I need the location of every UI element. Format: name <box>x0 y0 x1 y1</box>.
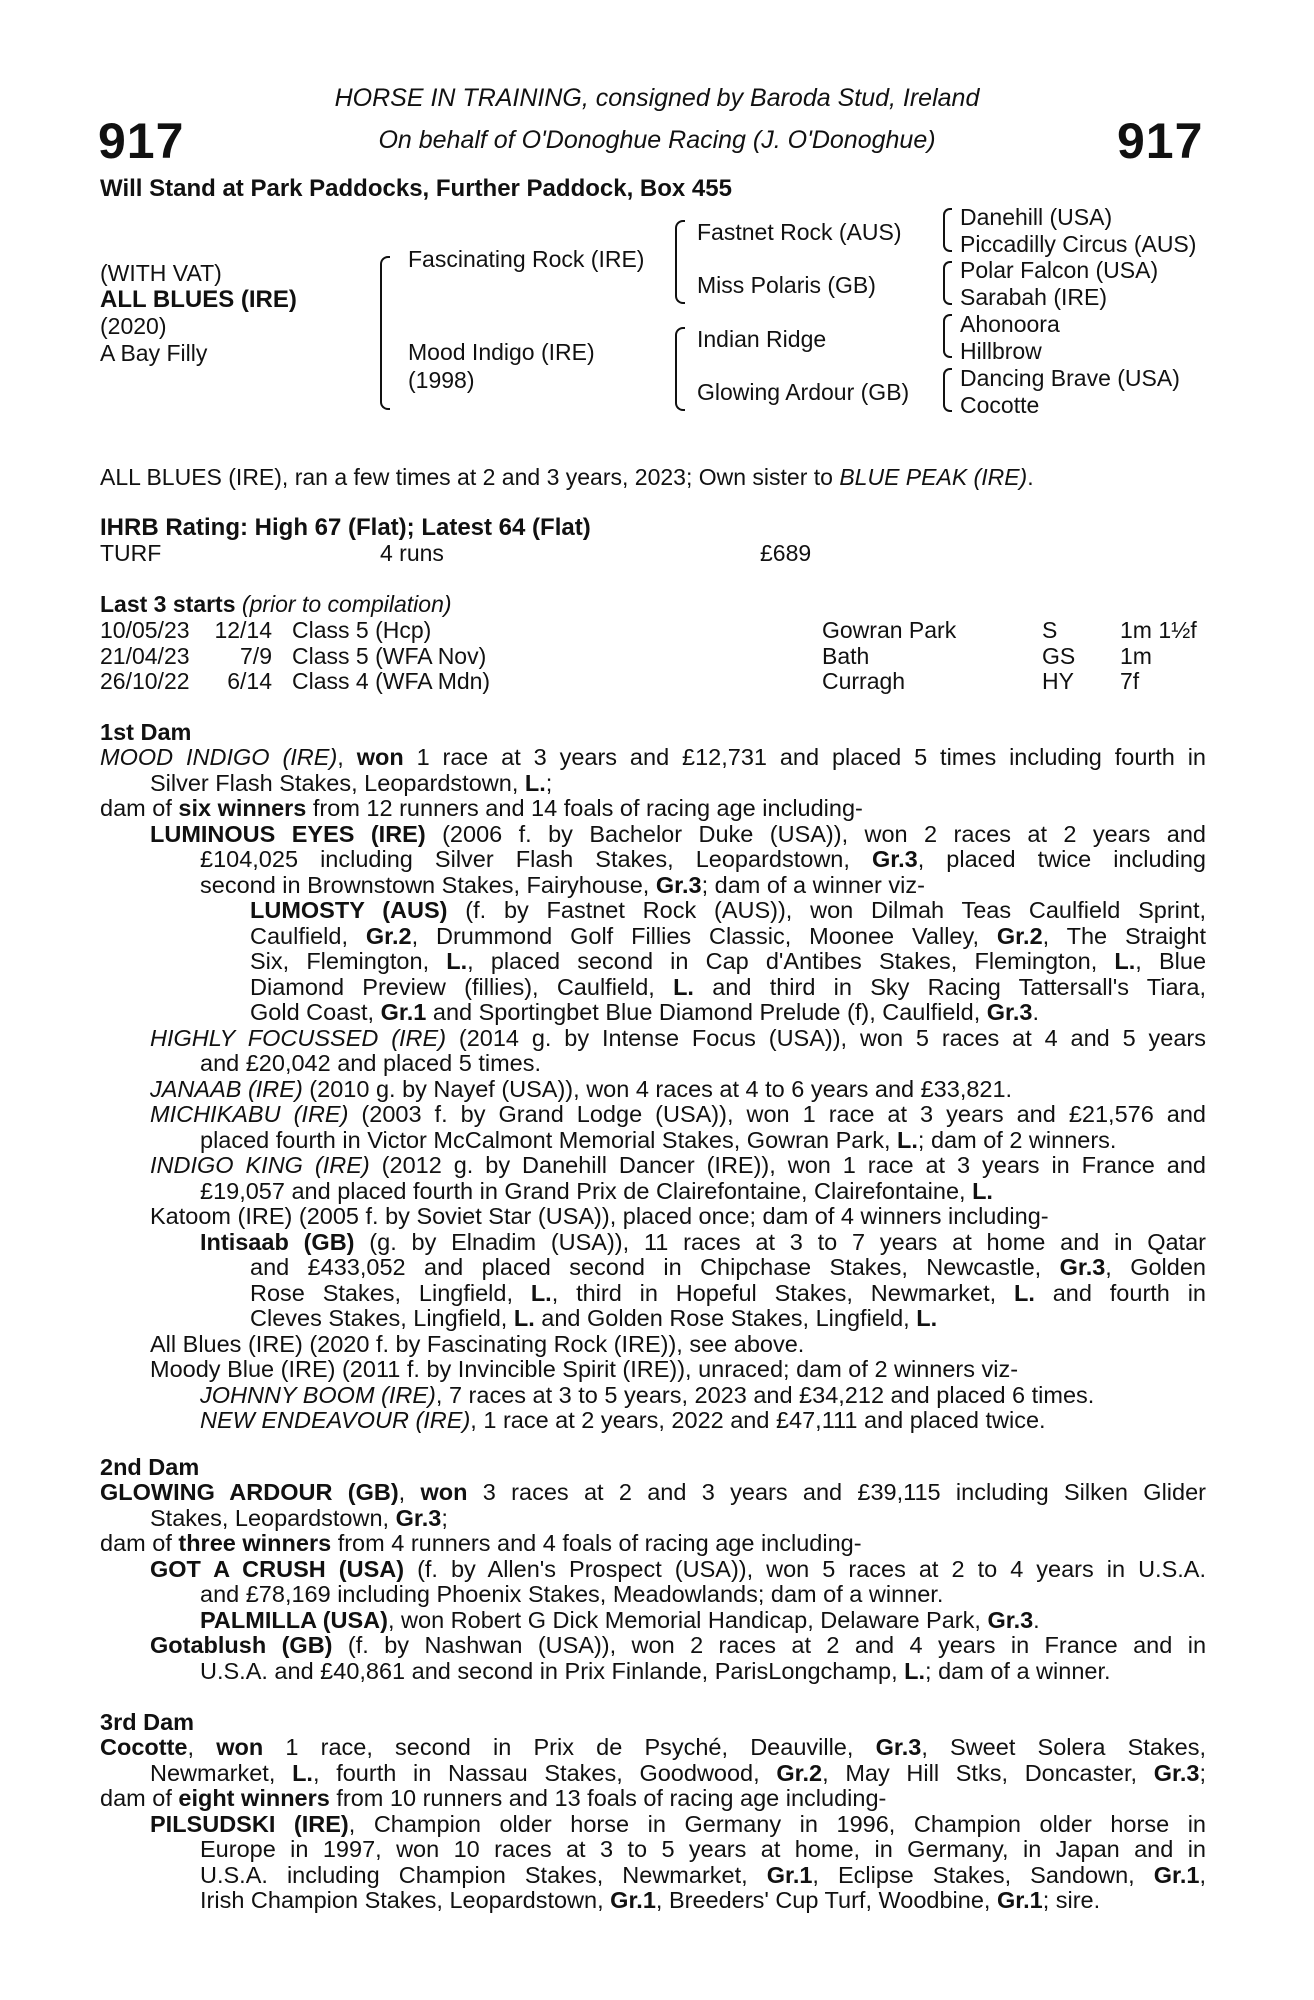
first-dam-line: Silver Flash Stakes, Leopardstown, L.; <box>150 769 553 796</box>
first-dam-line: INDIGO KING (IRE) (2012 g. by Danehill Dancer (IRE)), won 1 race at 3 years in France and <box>150 1152 1206 1178</box>
start-class: Class 5 (Hcp) <box>292 617 432 643</box>
dam-sire: Indian Ridge <box>697 326 827 352</box>
dam-dam: Glowing Ardour (GB) <box>697 379 910 405</box>
first-dam-line: MOOD INDIGO (IRE), won 1 race at 3 years and £12,731 and placed 5 times including fourth in <box>100 744 1207 770</box>
first-dam-line: Gold Coast, Gr.1 and Sportingbet Blue Diamond Prelude (f), Caulfield, Gr.3. <box>250 999 1040 1025</box>
start-pos: 12/14 <box>214 617 272 643</box>
last-starts-title: Last 3 starts <box>100 591 236 617</box>
first-dam-line: £19,057 and placed fourth in Grand Prix de Clairefontaine, Clairefontaine, L. <box>200 1177 993 1204</box>
sire-name: Fascinating Rock (IRE) <box>408 246 645 272</box>
lot-number-left: 917 <box>98 113 185 169</box>
third-dam-line: Europe in 1997, won 10 races at 3 to 5 years at home, in Germany, in Japan and in <box>200 1836 1206 1862</box>
second-dam-line: PALMILLA (USA), won Robert G Dick Memorial Handicap, Delaware Park, Gr.3. <box>200 1606 1040 1633</box>
rating-title: IHRB Rating: High 67 (Flat); Latest 64 (Flat) <box>100 514 591 541</box>
last-starts-heading <box>100 591 452 618</box>
last-starts-note: (prior to compilation) <box>241 591 452 617</box>
second-dam-line: GOT A CRUSH (USA) (f. by Allen's Prospect (USA)), won 5 races at 2 to 4 years in U.S.A. <box>150 1555 1206 1582</box>
rating-earnings: £689 <box>760 540 812 566</box>
second-dam-line: Stakes, Leopardstown, Gr.3; <box>150 1504 448 1531</box>
first-dam-line: placed fourth in Victor McCalmont Memorial Stakes, Gowran Park, L.; dam of 2 winners. <box>200 1126 1117 1153</box>
pedigree-brace-ss <box>943 208 952 252</box>
second-dam-line: and £78,169 including Phoenix Stakes, Meadowlands; dam of a winner. <box>200 1581 944 1607</box>
second-dam-line: GLOWING ARDOUR (GB), won 3 races at 2 and 3 years and £39,115 including Silken Glider <box>100 1479 1206 1505</box>
start-date: 10/05/23 <box>100 617 190 643</box>
start-date: 26/10/22 <box>100 668 190 694</box>
rating-surface: TURF <box>100 540 162 566</box>
third-dam-heading: 3rd Dam <box>100 1709 195 1735</box>
horse-description: A Bay Filly <box>100 340 208 366</box>
lot-number-right: 917 <box>1117 113 1204 169</box>
first-dam-line: HIGHLY FOCUSSED (IRE) (2014 g. by Intense Focus (USA)), won 5 races at 4 and 5 years <box>150 1024 1206 1051</box>
first-dam-line: MICHIKABU (IRE) (2003 f. by Grand Lodge (USA)), won 1 race at 3 years and £21,576 and <box>150 1101 1206 1127</box>
third-dam-line: U.S.A. including Champion Stakes, Newmarket, Gr.1, Eclipse Stakes, Sandown, Gr.1, <box>200 1861 1206 1888</box>
first-dam-line: Katoom (IRE) (2005 f. by Soviet Star (USA)), placed once; dam of 4 winners including- <box>150 1203 1049 1229</box>
consignor-line: HORSE IN TRAINING, consigned by Baroda Stud, Ireland <box>334 84 980 112</box>
start-date: 21/04/23 <box>100 642 190 669</box>
summary-end: . <box>1027 464 1034 490</box>
first-dam-line: Moody Blue (IRE) (2011 f. by Invincible Spirit (IRE)), unraced; dam of 2 winners viz- <box>150 1356 1019 1382</box>
first-dam-line: JANAAB (IRE) (2010 g. by Nayef (USA)), won 4 races at 4 to 6 years and £33,821. <box>150 1075 1013 1102</box>
start-class: Class 4 (WFA Mdn) <box>292 668 491 694</box>
first-dam-line: Rose Stakes, Lingfield, L., third in Hopeful Stakes, Newmarket, L. and fourth in <box>250 1279 1206 1306</box>
rating-runs: 4 runs <box>380 540 444 566</box>
sire-sire: Fastnet Rock (AUS) <box>697 219 902 245</box>
ssd: Piccadilly Circus (AUS) <box>960 231 1197 257</box>
horse-name: ALL BLUES (IRE) <box>100 286 297 313</box>
pedigree-brace-main <box>380 256 390 410</box>
race-summary <box>100 464 1034 491</box>
first-dam-line: Intisaab (GB) (g. by Elnadim (USA)), 11 races at 3 to 7 years at home and in Qatar <box>200 1228 1206 1255</box>
pedigree-brace-dam <box>675 327 685 411</box>
second-dam-line: Gotablush (GB) (f. by Nashwan (USA)), won 2 races at 2 and 4 years in France and in <box>150 1632 1207 1658</box>
first-dam-line: JOHNNY BOOM (IRE), 7 races at 3 to 5 years, 2023 and £34,212 and placed 6 times. <box>200 1381 1095 1408</box>
start-dist: 1m <box>1120 642 1152 669</box>
third-dam-line: Newmarket, L., fourth in Nassau Stakes, Goodwood, Gr.2, May Hill Stks, Doncaster, Gr.3; <box>150 1759 1207 1786</box>
start-going: HY <box>1042 668 1074 694</box>
start-course: Gowran Park <box>822 617 957 643</box>
third-dam-line: Cocotte, won 1 race, second in Prix de Psyché, Deauville, Gr.3, Sweet Solera Stakes, <box>100 1734 1207 1760</box>
vat-note: (WITH VAT) <box>100 260 222 286</box>
dam-name: Mood Indigo (IRE) <box>408 339 595 365</box>
pedigree-brace-ds <box>943 314 952 358</box>
second-dam-line: U.S.A. and £40,861 and second in Prix Finlande, ParisLongchamp, L.; dam of a winner. <box>200 1657 1111 1684</box>
dam-year: (1998) <box>408 367 475 393</box>
dss: Ahonoora <box>960 311 1060 337</box>
first-dam-line: Diamond Preview (fillies), Caulfield, L. and third in Sky Racing Tattersall's Tiara, <box>250 973 1206 1000</box>
start-going: GS <box>1042 642 1076 669</box>
start-course: Curragh <box>822 668 906 694</box>
start-pos: 6/14 <box>227 668 272 694</box>
dds: Dancing Brave (USA) <box>960 365 1180 391</box>
third-dam-line: PILSUDSKI (IRE), Champion older horse in Germany in 1996, Champion older horse in <box>150 1810 1206 1837</box>
start-dist: 7f <box>1120 668 1140 694</box>
first-dam-line: £104,025 including Silver Flash Stakes, Leopardstown, Gr.3, placed twice including <box>200 846 1206 872</box>
first-dam-line: dam of six winners from 12 runners and 14 foals of racing age including- <box>100 795 863 821</box>
second-dam-line: dam of three winners from 4 runners and 4 foals of racing age including- <box>100 1530 862 1556</box>
stand-location: Will Stand at Park Paddocks, Further Paddock, Box 455 <box>100 175 732 202</box>
summary-text: ALL BLUES (IRE), ran a few times at 2 and 3 years, 2023; Own sister to <box>100 464 840 490</box>
first-dam-line: and £20,042 and placed 5 times. <box>200 1050 542 1076</box>
dsd: Hillbrow <box>960 338 1042 364</box>
start-class: Class 5 (WFA Nov) <box>292 642 487 669</box>
vendor-line: On behalf of O'Donoghue Racing (J. O'Donoghue) <box>378 126 936 154</box>
start-course: Bath <box>822 642 870 669</box>
second-dam-heading: 2nd Dam <box>100 1454 200 1480</box>
third-dam-line: Irish Champion Stakes, Leopardstown, Gr.1, Breeders' Cup Turf, Woodbine, Gr.1; sire. <box>200 1887 1101 1913</box>
first-dam-heading: 1st Dam <box>100 719 192 745</box>
first-dam-line: and £433,052 and placed second in Chipchase Stakes, Newcastle, Gr.3, Golden <box>250 1254 1206 1280</box>
first-dam-line: second in Brownstown Stakes, Fairyhouse, Gr.3; dam of a winner viz- <box>200 871 925 898</box>
start-dist: 1m 1½f <box>1120 617 1197 643</box>
summary-sister: BLUE PEAK (IRE) <box>839 464 1028 490</box>
foaling-year: (2020) <box>100 313 167 339</box>
sire-dam: Miss Polaris (GB) <box>697 272 876 298</box>
start-pos: 7/9 <box>240 642 272 669</box>
first-dam-line: Six, Flemington, L., placed second in Cap d'Antibes Stakes, Flemington, L., Blue <box>250 948 1207 974</box>
sss: Danehill (USA) <box>960 204 1113 230</box>
sds: Polar Falcon (USA) <box>960 257 1159 283</box>
pedigree-brace-dd <box>943 368 952 412</box>
ddd: Cocotte <box>960 392 1040 418</box>
first-dam-line: LUMINOUS EYES (IRE) (2006 f. by Bachelor Duke (USA)), won 2 races at 2 years and <box>150 820 1206 847</box>
first-dam-line: Caulfield, Gr.2, Drummond Golf Fillies Classic, Moonee Valley, Gr.2, The Straight <box>250 922 1206 949</box>
first-dam-line: NEW ENDEAVOUR (IRE), 1 race at 2 years, 2022 and £47,111 and placed twice. <box>200 1407 1046 1433</box>
start-going: S <box>1042 617 1058 643</box>
pedigree-brace-sire <box>675 220 685 304</box>
third-dam-line: dam of eight winners from 10 runners and 13 foals of racing age including- <box>100 1785 887 1811</box>
first-dam-line: Cleves Stakes, Lingfield, L. and Golden Rose Stakes, Lingfield, L. <box>250 1305 938 1331</box>
first-dam-line: LUMOSTY (AUS) (f. by Fastnet Rock (AUS)), won Dilmah Teas Caulfield Sprint, <box>250 897 1207 923</box>
first-dam-line: All Blues (IRE) (2020 f. by Fascinating Rock (IRE)), see above. <box>150 1330 805 1357</box>
sdd: Sarabah (IRE) <box>960 284 1108 310</box>
pedigree-brace-sd <box>943 261 952 305</box>
